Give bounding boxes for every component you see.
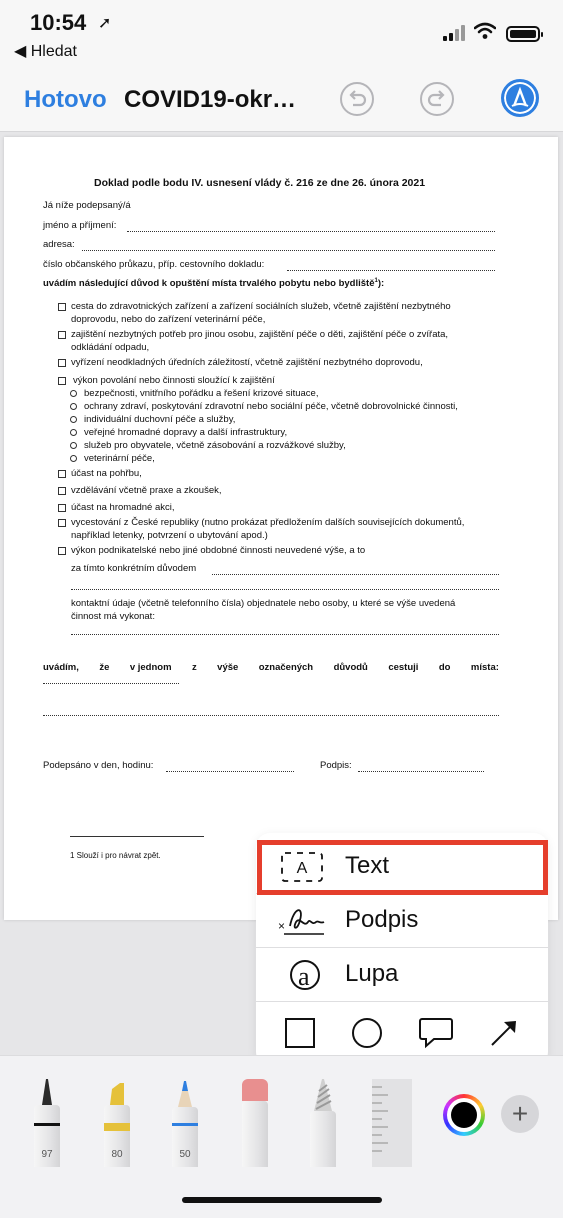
markup-pen-icon [504, 82, 536, 114]
radio[interactable] [70, 390, 77, 397]
id-field[interactable] [287, 270, 495, 271]
ruler-tool[interactable] [372, 1079, 412, 1167]
eraser-tip [242, 1079, 268, 1101]
word: do [438, 662, 451, 673]
speech-bubble-shape-icon[interactable] [418, 1017, 454, 1049]
color-picker-button[interactable] [443, 1094, 485, 1136]
back-to-app-link[interactable]: ◀ Hledat [14, 43, 77, 60]
undo-icon [342, 84, 372, 114]
svg-text:A: A [296, 860, 308, 877]
word: v jednom [129, 662, 172, 673]
signed-label: Podepsáno v den, hodinu: [43, 760, 154, 771]
home-indicator[interactable] [182, 1197, 382, 1203]
word: důvodů [333, 662, 368, 673]
circle-shape-icon[interactable] [351, 1017, 383, 1049]
item-text: odkládání odpadu, [71, 342, 150, 353]
menu-item-label: Podpis [345, 906, 419, 933]
item-text: výkon povolání nebo činnosti sloužící k zajištění [73, 375, 275, 386]
menu-item-label: Lupa [345, 960, 399, 987]
home-area [0, 1167, 563, 1218]
checkbox[interactable] [58, 504, 66, 512]
item-text: například letenky, potvrzení o ubytování apod.) [71, 530, 268, 541]
word: z [191, 662, 197, 673]
cellular-signal-icon [443, 25, 467, 41]
checkbox[interactable] [58, 359, 66, 367]
status-bar [0, 0, 563, 70]
battery-icon [506, 26, 540, 42]
destination-field-2[interactable] [43, 715, 499, 716]
marker-tip-icon [104, 1079, 130, 1105]
contact-field[interactable] [71, 634, 499, 635]
add-button[interactable]: + [501, 1095, 539, 1133]
subitem-text: individuální duchovní péče a služby, [84, 414, 236, 425]
document-title: COVID19-okr… [124, 86, 297, 113]
checkbox[interactable] [58, 470, 66, 478]
doc-heading: Doklad podle bodu IV. usnesení vlády č. 216 ze dne 26. února 2021 [94, 177, 426, 189]
name-field[interactable] [127, 231, 495, 232]
checkbox[interactable] [58, 519, 66, 527]
pen-width-value: 97 [41, 1149, 53, 1160]
pen-color-band [34, 1123, 60, 1126]
lasso-tool[interactable] [310, 1077, 336, 1167]
menu-item-signature[interactable] [256, 894, 548, 948]
name-label: jméno a příjmení: [43, 220, 117, 231]
word: místa: [470, 662, 499, 673]
radio[interactable] [70, 403, 77, 410]
word: cestuji [388, 662, 419, 673]
lasso-body [310, 1111, 336, 1167]
item-text: cesta do zdravotnických zařízení a zařízení sociálních služeb, včetně zajištění nezbytného [71, 301, 451, 312]
arrow-shape-icon[interactable] [488, 1017, 520, 1049]
item-text: vzdělávání včetně praxe a zkoušek, [71, 485, 222, 496]
id-label: číslo občanského průkazu, příp. cestovního dokladu: [43, 259, 265, 270]
word: uvádím, [43, 662, 79, 673]
pencil-tool[interactable] [172, 1077, 198, 1167]
signature-field[interactable] [358, 771, 484, 772]
word: že [99, 662, 110, 673]
word: označených [258, 662, 314, 673]
square-shape-icon[interactable] [284, 1017, 316, 1049]
subitem-text: veterinární péče, [84, 453, 155, 464]
footnote-divider [70, 836, 204, 837]
subitem-text: ochrany zdraví, poskytování zdravotní nebo sociální péče, včetně dobrovolnické činnosti, [84, 401, 458, 412]
location-icon: ➚ [98, 15, 112, 32]
ruler-icon [372, 1079, 412, 1167]
destination-sentence [43, 662, 499, 673]
magnifier-icon [278, 958, 326, 992]
radio[interactable] [70, 429, 77, 436]
lasso-tip-icon [310, 1077, 336, 1111]
markup-button[interactable] [501, 79, 539, 117]
eraser-body [242, 1101, 268, 1167]
signature-icon [278, 904, 326, 938]
pen-tool[interactable] [34, 1075, 60, 1167]
clock: 10:54 [30, 10, 87, 35]
redo-button[interactable] [420, 82, 454, 116]
pencil-width-value: 50 [179, 1149, 191, 1160]
marker-tool[interactable] [104, 1079, 130, 1167]
menu-item-magnifier[interactable] [256, 948, 548, 1002]
reason-heading: uvádím následující důvod k opuštění místa trvalého pobytu nebo bydliště$^1$): [43, 278, 385, 290]
item-text: zajištění nezbytných potřeb pro jinou osobu, zajištění péče o děti, zajištění péče o zvířata, [71, 329, 449, 340]
checkbox[interactable] [58, 547, 66, 555]
item-text: vyřízení neodkladných úředních záležitostí, včetně zajištění nezbytného doprovodu, [71, 357, 423, 368]
eraser-tool[interactable] [242, 1079, 268, 1167]
marker-width-value: 80 [111, 1149, 123, 1160]
pdf-page[interactable] [4, 137, 558, 920]
radio[interactable] [70, 442, 77, 449]
subitem-text: bezpečnosti, vnitřního pořádku a řešení krizové situace, [84, 388, 319, 399]
address-field[interactable] [82, 250, 495, 251]
text-item-highlight [257, 840, 548, 895]
redo-icon [422, 84, 452, 114]
checkbox[interactable] [58, 377, 66, 385]
marker-color-band [104, 1123, 130, 1131]
reason-label: za tímto konkrétním důvodem [71, 563, 197, 574]
reason-field-2[interactable] [71, 589, 499, 590]
reason-field[interactable] [212, 574, 499, 575]
date-time-field[interactable] [166, 771, 294, 772]
item-text: doprovodu, nebo do zařízení veterinární péče, [71, 314, 266, 325]
svg-text:×: × [278, 919, 286, 933]
footnote: 1 Slouží i pro návrat zpět. [70, 851, 161, 860]
radio[interactable] [70, 455, 77, 462]
pen-tip-icon [34, 1075, 60, 1105]
item-text: vycestování z České republiky (nutno prokázat předložením dalších souvisejících dokumentů, [71, 517, 465, 528]
menu-item-label: Text [345, 852, 390, 879]
item-text: účast na hromadné akci, [71, 502, 175, 513]
tool-palette [0, 1055, 563, 1167]
checkbox[interactable] [58, 331, 66, 339]
item-text: výkon podnikatelské nebo jiné obdobné činnosti neuvedené výše, a to [71, 545, 366, 556]
shape-row [256, 1001, 548, 1061]
checkbox[interactable] [58, 303, 66, 311]
contact-label-2: činnost má vykonat: [71, 611, 155, 622]
checkbox[interactable] [58, 487, 66, 495]
subitem-text: služeb pro obyvatele, včetně zásobování a rozvážkové služby, [84, 440, 346, 451]
destination-field[interactable] [43, 683, 179, 684]
contact-label: kontaktní údaje (včetně telefonního čísla) objednatele nebo osoby, u které se výše uvedená [71, 598, 456, 609]
done-button[interactable]: Hotovo [24, 86, 107, 113]
radio[interactable] [70, 416, 77, 423]
signature-label: Podpis: [320, 760, 352, 771]
pencil-color-band [172, 1123, 198, 1126]
svg-text:a: a [298, 962, 310, 991]
navigation-bar [0, 70, 563, 132]
undersigned-text: Já níže podepsaný/á [43, 200, 131, 211]
item-text: účast na pohřbu, [71, 468, 142, 479]
word: výše [217, 662, 239, 673]
address-label: adresa: [43, 239, 75, 250]
subitem-text: veřejné hromadné dopravy a další infrastruktury, [84, 427, 288, 438]
pencil-tip-icon [172, 1077, 198, 1107]
undo-button[interactable] [340, 82, 374, 116]
wifi-icon [474, 22, 496, 40]
